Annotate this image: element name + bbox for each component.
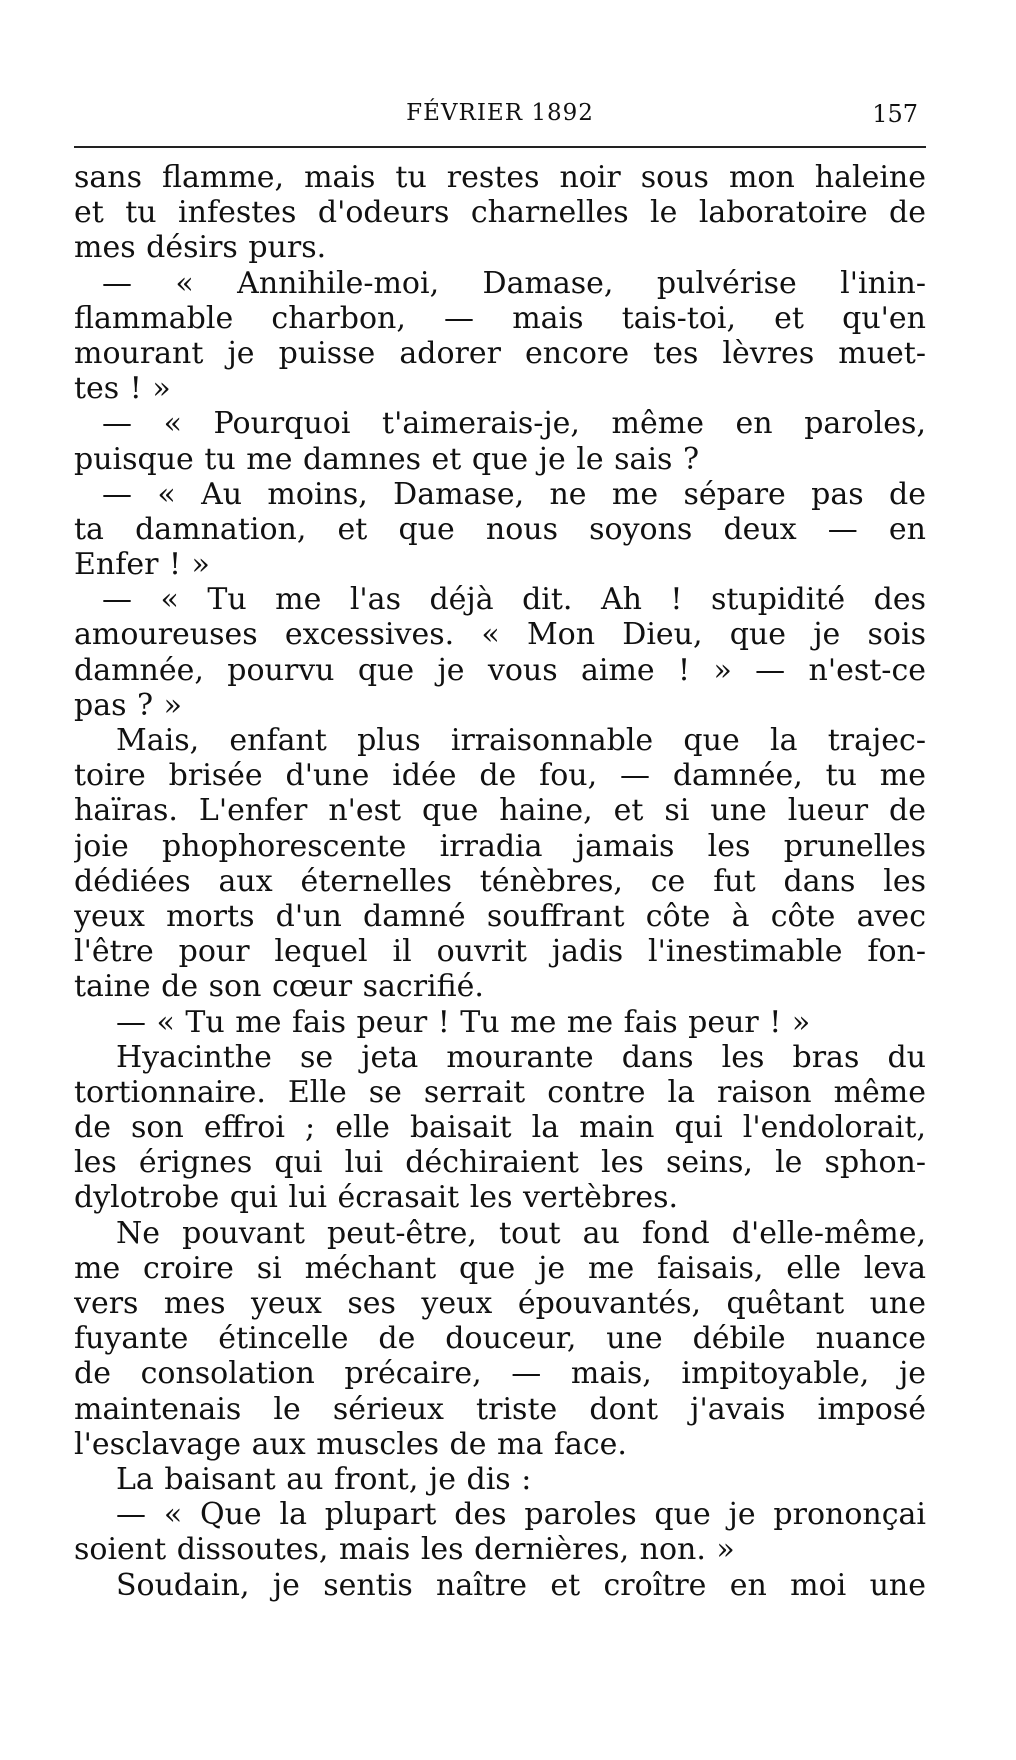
text-line: La baisant au front, je dis : bbox=[116, 1461, 532, 1497]
text-line: toire brisée d'une idée de fou, — damnée, tu me bbox=[74, 758, 926, 794]
body-text bbox=[74, 160, 926, 1603]
text-line: Hyacinthe se jeta mourante dans les bras du bbox=[116, 1039, 926, 1075]
text-line: soient dissoutes, mais les dernières, non. » bbox=[74, 1532, 735, 1568]
page-number: 157 bbox=[872, 100, 918, 128]
text-line: Enfer ! » bbox=[74, 547, 210, 583]
text-line: l'esclavage aux muscles de ma face. bbox=[74, 1426, 627, 1462]
text-line: amoureuses excessives. « Mon Dieu, que je sois bbox=[74, 617, 926, 653]
text-line: pas ? » bbox=[74, 687, 182, 723]
text-line: ta damnation, et que nous soyons deux — en bbox=[74, 511, 926, 547]
text-line: fuyante étincelle de douceur, une débile nuance bbox=[74, 1321, 926, 1357]
running-head bbox=[74, 94, 926, 134]
text-line: damnée, pourvu que je vous aime ! » — n'est-ce bbox=[74, 652, 926, 688]
text-line: tortionnaire. Elle se serrait contre la raison même bbox=[74, 1074, 926, 1110]
text-line: maintenais le sérieux triste dont j'avais imposé bbox=[74, 1391, 926, 1427]
text-line: sans flamme, mais tu restes noir sous mon haleine bbox=[74, 160, 926, 195]
text-line: — « Tu me l'as déjà dit. Ah ! stupidité des bbox=[102, 582, 926, 618]
text-line: yeux morts d'un damné souffrant côte à côte avec bbox=[74, 898, 926, 934]
text-line: et tu infestes d'odeurs charnelles le laboratoire de bbox=[74, 195, 926, 231]
text-line: — « Tu me fais peur ! Tu me me fais peur ! » bbox=[116, 1004, 811, 1040]
text-line: Ne pouvant peut-être, tout au fond d'elle-même, bbox=[116, 1215, 926, 1251]
text-line: tes ! » bbox=[74, 371, 171, 407]
text-line: — « Pourquoi t'aimerais-je, même en paroles, bbox=[102, 406, 926, 442]
text-line: haïras. L'enfer n'est que haine, et si une lueur de bbox=[74, 793, 926, 829]
text-line: me croire si méchant que je me faisais, elle leva bbox=[74, 1250, 926, 1286]
text-line: de consolation précaire, — mais, impitoyable, je bbox=[74, 1356, 926, 1392]
header-rule bbox=[74, 146, 926, 148]
text-line: — « Que la plupart des paroles que je prononçai bbox=[116, 1497, 926, 1533]
text-line: dylotrobe qui lui écrasait les vertèbres. bbox=[74, 1180, 679, 1216]
text-line: l'être pour lequel il ouvrit jadis l'inestimable fon- bbox=[74, 934, 926, 970]
text-line: dédiées aux éternelles ténèbres, ce fut dans les bbox=[74, 863, 926, 899]
running-title: FÉVRIER 1892 bbox=[406, 100, 594, 126]
text-line: Mais, enfant plus irraisonnable que la trajec- bbox=[116, 723, 926, 758]
text-line: mes désirs purs. bbox=[74, 230, 327, 266]
text-line: flammable charbon, — mais tais-toi, et qu'en bbox=[74, 300, 926, 336]
text-line: mourant je puisse adorer encore tes lèvres muet- bbox=[74, 335, 926, 371]
text-line: joie phophorescente irradia jamais les prunelles bbox=[74, 828, 926, 864]
text-line: — « Annihile-moi, Damase, pulvérise l'inin- bbox=[102, 265, 926, 301]
text-line: puisque tu me damnes et que je le sais ? bbox=[74, 441, 700, 477]
text-line: de son effroi ; elle baisait la main qui l'endolorait, bbox=[74, 1110, 926, 1146]
text-line: Soudain, je sentis naître et croître en moi une bbox=[116, 1567, 926, 1603]
text-line: les érignes qui lui déchiraient les seins, le sphon- bbox=[74, 1145, 926, 1181]
text-line: taine de son cœur sacrifié. bbox=[74, 969, 484, 1005]
text-line: — « Au moins, Damase, ne me sépare pas de bbox=[102, 476, 926, 512]
text-line: vers mes yeux ses yeux épouvantés, quêtant une bbox=[74, 1286, 926, 1321]
